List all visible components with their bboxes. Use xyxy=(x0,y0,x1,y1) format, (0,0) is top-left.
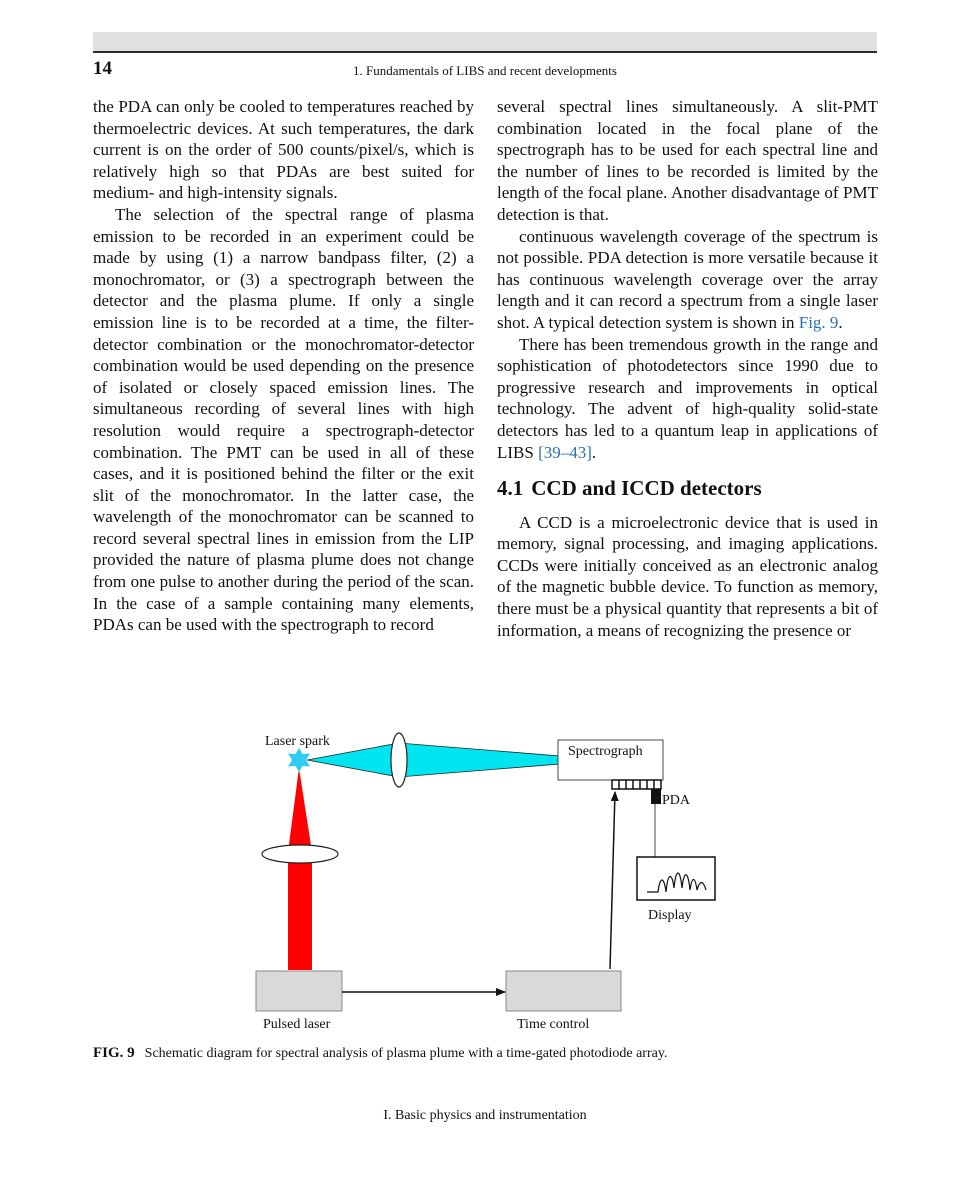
focusing-lens xyxy=(262,845,338,863)
collection-light-cone xyxy=(399,743,560,777)
display-box xyxy=(637,857,715,900)
figure-number: FIG. 9 xyxy=(93,1045,135,1061)
laser-beam-cone xyxy=(288,768,312,852)
pda-detector xyxy=(651,789,661,804)
figure-reference-link[interactable]: Fig. 9 xyxy=(798,312,839,332)
section-number: 4.1 xyxy=(497,476,524,501)
paragraph: A CCD is a microelectronic device that is used in memory, signal processing, and imaging applications. CCDs were initially conceived as an electronic analog of the magnetic bubble device. To function as memory, there must be a physical quantity that represents a bit of information, a means of recognizing the presence or xyxy=(497,512,878,640)
time-control-label: Time control xyxy=(517,1017,590,1032)
paragraph: the PDA can only be cooled to temperatures reached by thermoelectric devices. At such temperatures, the dark current is on the order of 500 counts/pixel/s, which is relatively high so that PDAs are best suited for medium- and high-intensity signals. xyxy=(93,97,474,203)
left-column xyxy=(93,96,474,636)
header-bar xyxy=(93,32,877,53)
paragraph-text: There has been tremendous growth in the range and sophistication of photodetectors since 1990 due to progressive research and improvements in optical technology. The advent of high-quality solid-state detectors has led to a quantum leap in applications of LIBS xyxy=(497,334,878,462)
paragraph-end: . xyxy=(591,442,597,462)
paragraph xyxy=(497,334,878,464)
paragraph-text: continuous wavelength coverage of the spectrum is not possible. PDA detection is more versatile because it has continuous wavelength coverage over the array length and it can record a spectrum from a single laser shot. A typical detection system is shown in xyxy=(497,226,878,332)
pulsed-laser-label: Pulsed laser xyxy=(263,1017,331,1032)
page-footer: I. Basic physics and instrumentation xyxy=(383,1108,587,1123)
paragraph-end: . xyxy=(838,312,843,332)
paragraph xyxy=(497,226,878,334)
spectrograph-label: Spectrograph xyxy=(568,744,643,759)
page-number: 14 xyxy=(93,58,112,79)
section-title: CCD and ICCD detectors xyxy=(531,476,762,501)
paragraph: several spectral lines simultaneously. A slit-PMT combination located in the focal plane of the spectrograph has to be used for each spectral line and the number of lines to be recorded is limited by the length of the focal plane. Another disadvantage of PMT detection is that. xyxy=(497,97,878,224)
figure-9 xyxy=(0,720,970,1040)
pulsed-laser-box xyxy=(256,971,342,1011)
laser-spark-star xyxy=(288,748,310,772)
gate-arrow xyxy=(610,792,615,969)
caption-text: Schematic diagram for spectral analysis of plasma plume with a time-gated photodiode array. xyxy=(144,1046,668,1061)
running-title: 1. Fundamentals of LIBS and recent developments xyxy=(353,63,617,78)
display-label: Display xyxy=(648,908,692,923)
laser-beam xyxy=(288,852,312,970)
pda-label: PDA xyxy=(662,793,691,808)
right-column xyxy=(497,96,878,641)
figure-caption xyxy=(93,1045,667,1062)
time-control-box xyxy=(506,971,621,1011)
schematic-diagram xyxy=(0,720,970,1040)
citation-link[interactable]: [39–43] xyxy=(538,442,592,462)
collection-lens xyxy=(391,733,407,787)
laser-spark-label: Laser spark xyxy=(265,734,330,749)
paragraph: The selection of the spectral range of plasma emission to be recorded in an experiment could be made by using (1) a narrow bandpass filter, (2) a monochromator, or (3) a spectrograph between the detector and the plasma plume. If only a single emission line is to be recorded at a time, the filter-detector combination or the monochromator-detector combination would be used depending on the presence of isolated or closely spaced emission lines. The simultaneous recording of several lines with high resolution would require a spectrograph-detector combination. The PMT can be used in all of these cases, and it is positioned behind the filter or the exit slit of the monochromator. In the latter case, the wavelength of the monochromator can be scanned to record several spectral lines in emission from the LIP provided the nature of plasma plume does not change from one pulse to another during the period of the scan. In the case of a sample containing many elements, PDAs can be used with the spectrograph to record xyxy=(93,204,474,635)
section-heading xyxy=(497,478,878,500)
